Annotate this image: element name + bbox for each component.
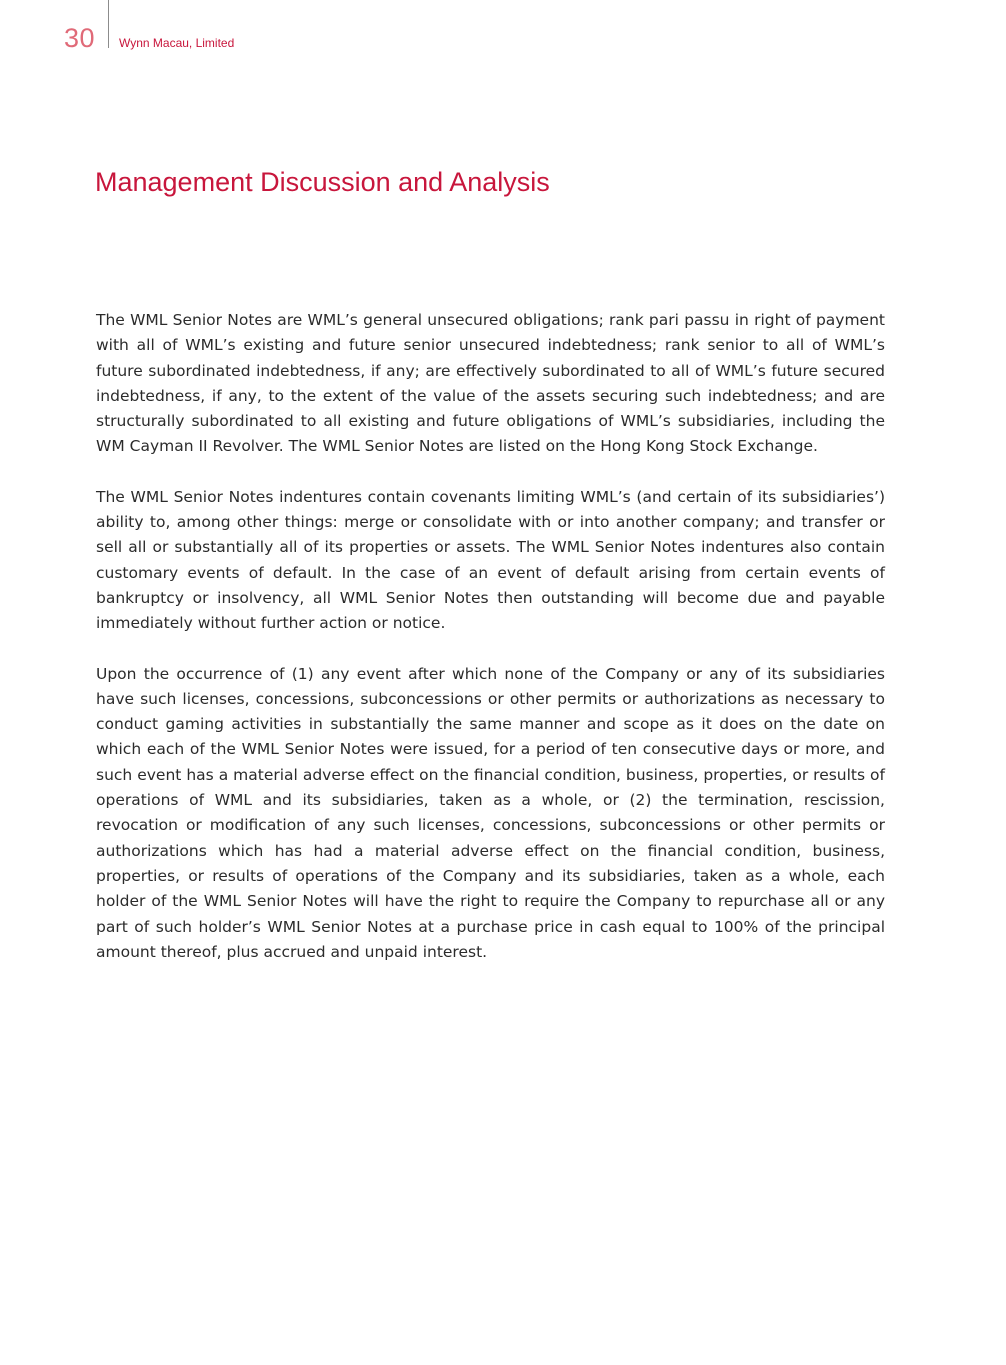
body-text (96, 308, 885, 990)
company-name: Wynn Macau, Limited (119, 36, 235, 50)
section-title: Management Discussion and Analysis (95, 167, 550, 197)
paragraph-1: The WML Senior Notes are WML’s general unsecured obligations; rank pari passu in right of payment with all of WML’s existing and future senior unsecured indebtedness; rank senior to all of WML’s future subordinated indebtedness, if any; are effectively subordinated to all of WML’s future secured indebtedness, if any, to the extent of the value of the assets securing such indebtedness; and are structurally subordinated to all existing and future obligations of WML’s subsidiaries, including the WM Cayman II Revolver. The WML Senior Notes are listed on the Hong Kong Stock Exchange. (96, 311, 885, 456)
paragraph-2: The WML Senior Notes indentures contain covenants limiting WML’s (and certain of its subsidiaries’) ability to, among other things: merge or consolidate with or into another company; and transfer or sell all or substantially all of its properties or assets. The WML Senior Notes indentures also contain customary events of default. In the case of an event of default arising from certain events of bankruptcy or insolvency, all WML Senior Notes then outstanding will become due and payable immediately without further action or notice. (96, 487, 885, 633)
header-divider (108, 0, 109, 48)
page-number: 30 (64, 23, 96, 53)
paragraph-3: Upon the occurrence of (1) any event after which none of the Company or any of its subsidiaries have such licenses, concessions, subconcessions or other permits or authorizations as necessary to conduct gaming activities in substantially the same manner and scope as it does on the date on which each of the WML Senior Notes were issued, for a period of ten consecutive days or more, and such event has a material adverse effect on the financial condition, business, properties, or results of operations of WML and its subsidiaries, taken as a whole, or (2) the termination, rescission, revocation or modification of any such licenses, concessions, subconcessions or other permits or authorizations which has had a material adverse effect on the financial condition, business, properties, or results of operations of the Company and its subsidiaries, taken as a whole, each holder of the WML Senior Notes will have the right to require the Company to repurchase all or any part of such holder’s WML Senior Notes at a purchase price in cash equal to 100% of the principal amount thereof, plus accrued and unpaid interest. (96, 664, 885, 961)
